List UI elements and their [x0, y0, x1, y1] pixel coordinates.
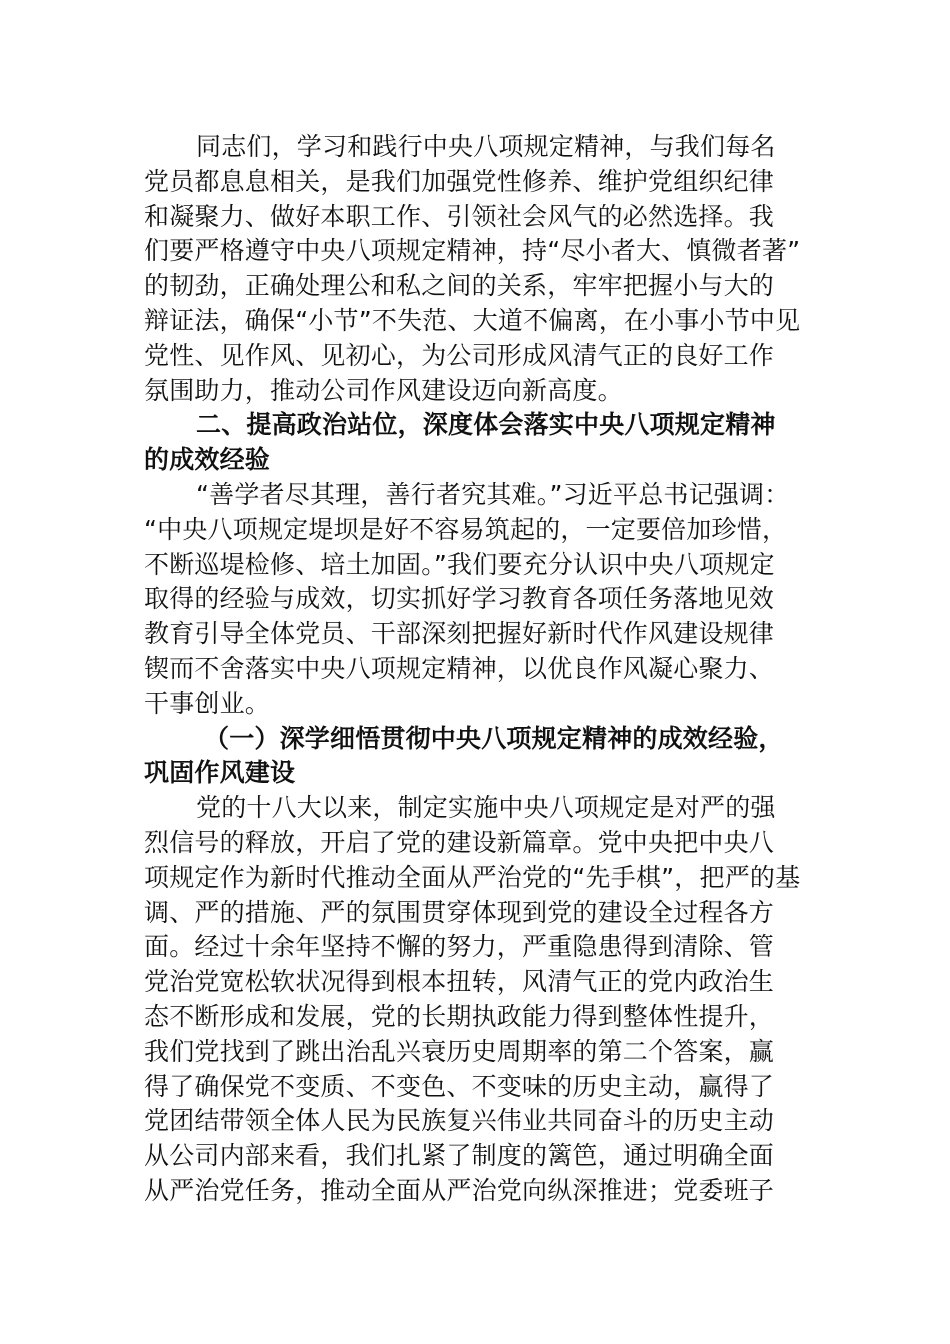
paragraph-line: 锲而不舍落实中央八项规定精神，以优良作风凝心聚力、: [144, 653, 775, 683]
paragraph-line: 氛围助力，推动公司作风建设迈向新高度。: [144, 375, 623, 405]
paragraph-line: “善学者尽其理，善行者究其难。”习近平总书记强调：: [196, 479, 790, 509]
paragraph-line: 从严治党任务，推动全面从严治党向纵深推进；党委班子: [144, 1175, 775, 1205]
section-heading-line: （一）深学细悟贯彻中央八项规定精神的成效经验，: [204, 723, 784, 753]
paragraph-line: 从公司内部来看，我们扎紧了制度的篱笆，通过明确全面: [144, 1141, 775, 1171]
paragraph-line: 和凝聚力、做好本职工作、引领社会风气的必然选择。我: [144, 201, 775, 231]
paragraph-line: 同志们，学习和践行中央八项规定精神，与我们每名: [196, 132, 776, 161]
paragraph-line: 的韧劲，正确处理公和私之间的关系，牢牢把握小与大的: [144, 271, 775, 301]
paragraph-line: 党性、见作风、见初心，为公司形成风清气正的良好工作: [144, 340, 775, 370]
section-heading-line: 二、提高政治站位，深度体会落实中央八项规定精神: [196, 410, 776, 440]
paragraph-line: 项规定作为新时代推动全面从严治党的“先手棋”，把严的基: [144, 862, 801, 892]
paragraph-line: 态不断形成和发展，党的长期执政能力得到整体性提升，: [144, 1001, 775, 1031]
paragraph-line: 不断巡堤检修、培土加固。”我们要充分认识中央八项规定: [144, 549, 775, 579]
paragraph-line: 调、严的措施、严的氛围贯穿体现到党的建设全过程各方: [144, 897, 775, 927]
document-body: [144, 130, 808, 1209]
paragraph-line: 得了确保党不变质、不变色、不变味的历史主动，赢得了: [144, 1071, 775, 1101]
paragraph-line: 党治党宽松软状况得到根本扭转，风清气正的党内政治生: [144, 967, 775, 997]
paragraph-line: 党员都息息相关，是我们加强党性修养、维护党组织纪律: [144, 166, 775, 196]
section-heading-line: 的成效经验: [144, 445, 271, 475]
paragraph-line: 们要严格遵守中央八项规定精神，持“尽小者大、慎微者著”: [144, 236, 801, 266]
paragraph-line: 教育引导全体党员、干部深刻把握好新时代作风建设规律: [144, 619, 775, 649]
paragraph-line: 取得的经验与成效，切实抓好学习教育各项任务落地见效: [144, 584, 775, 614]
paragraph-line: 党的十八大以来，制定实施中央八项规定是对严的强: [196, 793, 776, 823]
paragraph-line: 我们党找到了跳出治乱兴衰历史周期率的第二个答案，赢: [144, 1036, 775, 1066]
paragraph-line: “中央八项规定堤坝是好不容易筑起的，一定要倍加珍惜，: [144, 514, 788, 544]
paragraph-line: 烈信号的释放，开启了党的建设新篇章。党中央把中央八: [144, 827, 775, 857]
paragraph-line: 干事创业。: [144, 688, 271, 718]
paragraph-line: 党团结带领全体人民为民族复兴伟业共同奋斗的历史主动: [144, 1106, 775, 1136]
section-heading-line: 巩固作风建设: [144, 758, 296, 788]
paragraph-line: 面。经过十余年坚持不懈的努力，严重隐患得到清除、管: [144, 932, 775, 962]
paragraph-line: 辩证法，确保“小节”不失范、大道不偏离，在小事小节中见: [144, 305, 801, 335]
